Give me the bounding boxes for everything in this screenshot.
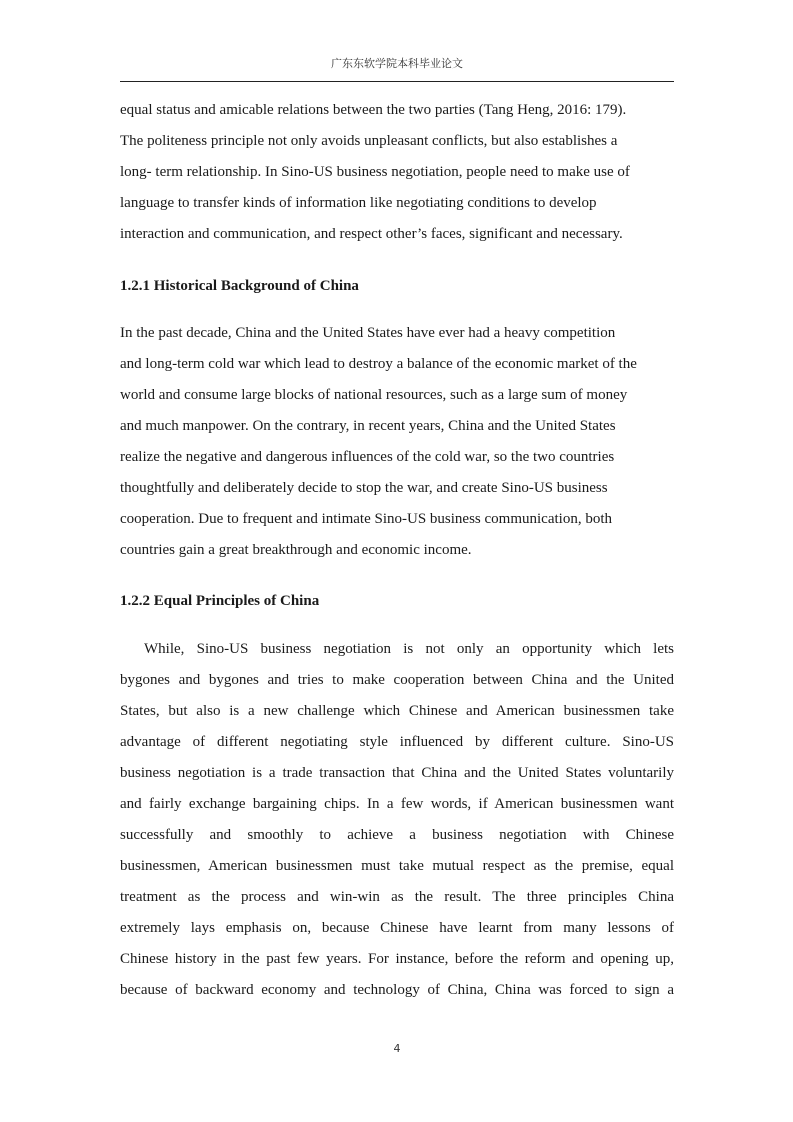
text-line: business negotiation is a trade transaction that China and the United States voluntarily [120,765,674,781]
text-line: businessmen, American businessmen must take mutual respect as the premise, equal [120,858,674,874]
text-line: thoughtfully and deliberately decide to stop the war, and create Sino-US business [120,480,608,496]
section-heading-historical-background: 1.2.1 Historical Background of China [120,278,359,294]
text-line: because of backward economy and technology of China, China was forced to sign a [120,982,674,998]
text-line: While, Sino-US business negotiation is not only an opportunity which lets [144,641,674,657]
text-line: interaction and communication, and respect other’s faces, significant and necessary. [120,226,623,242]
text-line: In the past decade, China and the United States have ever had a heavy competition [120,325,616,341]
text-line: extremely lays emphasis on, because Chinese have learnt from many lessons of [120,920,674,936]
paragraph-2 [120,318,674,566]
text-line: advantage of different negotiating style influenced by different culture. Sino-US [120,734,674,750]
text-line: realize the negative and dangerous influences of the cold war, so the two countries [120,449,615,465]
section-heading-equal-principles: 1.2.2 Equal Principles of China [120,593,320,609]
text-line: and much manpower. On the contrary, in recent years, China and the United States [120,418,616,434]
text-line: The politeness principle not only avoids unpleasant conflicts, but also establishes a [120,133,618,149]
text-line: countries gain a great breakthrough and economic income. [120,542,472,558]
page-number: 4 [393,1042,401,1055]
running-header: 广东东软学院本科毕业论文 [331,57,463,70]
text-line: successfully and smoothly to achieve a business negotiation with Chinese [120,827,674,843]
text-line: language to transfer kinds of information like negotiating conditions to develop [120,195,597,211]
text-line: States, but also is a new challenge which Chinese and American businessmen take [120,703,674,719]
text-line: long- term relationship. In Sino-US business negotiation, people need to make use of [120,164,630,180]
text-line: equal status and amicable relations between the two parties (Tang Heng, 2016: 179). [120,102,627,118]
header-divider [120,81,674,82]
text-line: and fairly exchange bargaining chips. In a few words, if American businessmen want [120,796,674,812]
text-line: treatment as the process and win-win as the result. The three principles China [120,889,674,905]
paragraph-3 [120,634,674,1006]
text-line: bygones and bygones and tries to make cooperation between China and the United [120,672,674,688]
paragraph-1 [120,95,674,250]
text-line: and long-term cold war which lead to destroy a balance of the economic market of the [120,356,637,372]
text-line: world and consume large blocks of national resources, such as a large sum of money [120,387,628,403]
text-line: Chinese history in the past few years. For instance, before the reform and opening up, [120,951,674,967]
text-line: cooperation. Due to frequent and intimate Sino-US business communication, both [120,511,612,527]
